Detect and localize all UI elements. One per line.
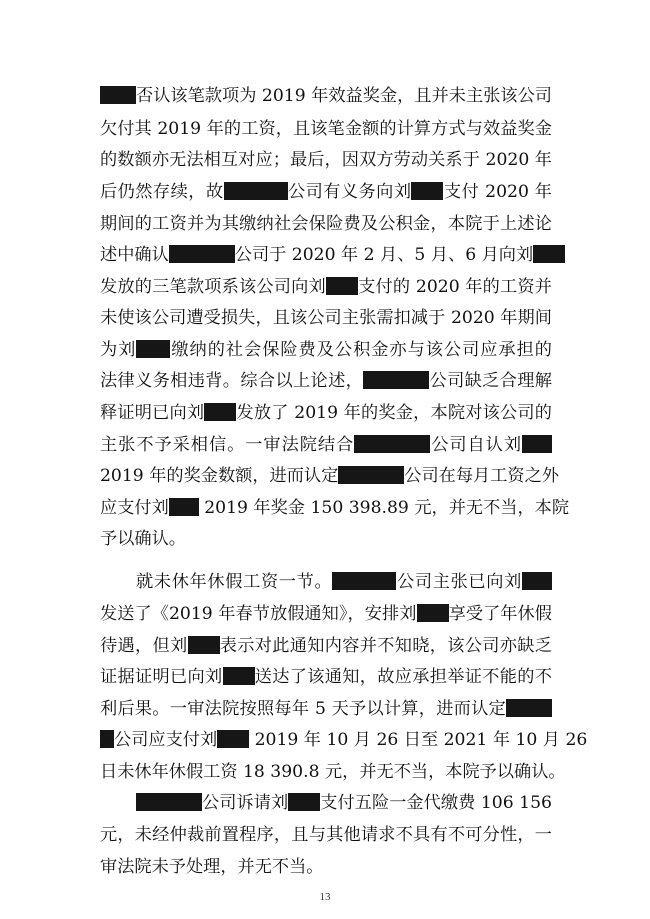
text-segment: 待遇，但刘 — [100, 636, 188, 656]
text-line — [100, 369, 552, 393]
text-line — [100, 275, 552, 299]
text-segment: 缴纳的社会保险费及公积金亦与该公司应承担的 — [170, 340, 552, 360]
redaction-bar — [522, 572, 552, 590]
text-line — [100, 84, 552, 108]
redaction-bar — [100, 730, 114, 748]
text-segment: 享受了年休假 — [448, 604, 552, 624]
redaction-bar — [288, 793, 320, 811]
text-segment: 审法院未予处理，并无不当。 — [100, 857, 324, 877]
text-segment: 公司诉请刘 — [202, 793, 289, 813]
text-segment: 公司主张已向刘 — [396, 572, 522, 592]
text-segment: 元，未经仲裁前置程序，且与其他请求不具有不可分性，一 — [100, 825, 552, 845]
text-segment: 未使该公司遭受损失，且该公司主张需扣减于 2020 年期间 — [100, 308, 552, 328]
text-segment: 的数额亦无法相互对应；最后，因双方劳动关系于 2020 年 — [100, 150, 552, 170]
text-segment: 送达了该通知，故应承担举证不能的不 — [254, 667, 552, 687]
text-segment: 公司有义务向刘 — [287, 182, 412, 202]
text-line — [100, 401, 552, 425]
text-segment: 公司缺乏合理解 — [429, 371, 552, 391]
redaction-bar — [169, 245, 235, 263]
redaction-bar — [169, 498, 199, 516]
text-segment: 发放了 2019 年的奖金，本院对该公司的 — [236, 403, 552, 423]
text-line — [100, 306, 552, 330]
redaction-bar — [136, 340, 170, 358]
text-segment: 公司于 2020 年 2 月、5 月、6 月向刘 — [234, 245, 534, 265]
text-segment: 主张不予采相信。一审法院结合 — [100, 435, 355, 455]
text-segment: 就未休年休假工资一节。 — [136, 572, 333, 592]
text-line — [100, 464, 559, 488]
text-segment: 证据证明已向刘 — [100, 667, 223, 687]
text-line — [100, 634, 552, 658]
text-line — [100, 697, 552, 721]
text-line — [136, 570, 552, 594]
text-line — [100, 148, 552, 172]
redaction-bar — [354, 435, 430, 453]
text-segment: 支付五险一金代缴费 106 156 — [320, 793, 552, 813]
text-line — [100, 117, 552, 141]
text-segment: 后仍然存续，故 — [100, 182, 224, 202]
page-number: 13 — [319, 891, 331, 903]
text-segment: 欠付其 2019 年的工资，且该笔金额的计算方式与效益奖金 — [100, 119, 552, 139]
text-segment: 支付的 2020 年的工资并 — [357, 277, 552, 297]
text-line — [100, 855, 552, 879]
text-line — [100, 338, 552, 362]
text-line — [100, 180, 552, 204]
redaction-bar — [326, 277, 358, 295]
text-line — [100, 823, 552, 847]
redaction-bar — [533, 245, 565, 263]
text-segment: 2019 年 10 月 26 日至 2021 年 10 月 26 — [249, 730, 588, 750]
text-segment: 期间的工资并为其缴纳社会保险费及公积金，本院于上述论 — [100, 214, 552, 234]
text-line — [100, 496, 570, 520]
text-segment: 表示对此通知内容并不知晓，该公司亦缺乏 — [219, 636, 552, 656]
text-line — [100, 728, 588, 752]
text-segment: 予以确认。 — [100, 529, 186, 549]
text-segment: 否认该笔款项为 2019 年效益奖金，且并未主张该公司 — [136, 86, 552, 106]
redaction-bar — [506, 699, 552, 717]
redaction-bar — [217, 730, 249, 748]
text-segment: 2019 年的奖金数额，进而认定 — [100, 466, 339, 486]
redaction-bar — [188, 636, 220, 654]
text-segment: 发放的三笔款项系该公司向刘 — [100, 277, 326, 297]
text-line — [100, 527, 552, 551]
text-segment: 发送了《2019 年春节放假通知》，安排刘 — [100, 604, 417, 624]
text-segment: 日未休年休假工资 18 390.8 元，并无不当，本院予以确认。 — [100, 762, 566, 782]
redaction-bar — [204, 403, 236, 421]
redaction-bar — [100, 86, 136, 104]
text-line — [100, 760, 566, 784]
text-segment: 应支付刘 — [100, 498, 169, 518]
text-segment: 公司应支付刘 — [114, 730, 218, 750]
redaction-bar — [411, 182, 443, 200]
text-segment: 支付 2020 年 — [443, 182, 552, 202]
text-segment: 2019 年奖金 150 398.89 元，并无不当，本院 — [198, 498, 570, 518]
text-line — [136, 791, 552, 815]
text-segment: 利后果。一审法院按照每年 5 天予以计算，进而认定 — [100, 699, 506, 719]
text-segment: 公司在每月工资之外 — [404, 466, 559, 486]
text-segment: 法律义务相违背。综合以上论述， — [100, 371, 364, 391]
text-segment: 释证明已向刘 — [100, 403, 205, 423]
text-segment: 述中确认 — [100, 245, 169, 265]
redaction-bar — [332, 572, 396, 590]
text-line — [100, 212, 552, 236]
text-line — [100, 433, 552, 457]
redaction-bar — [363, 371, 429, 389]
redaction-bar — [417, 604, 449, 622]
text-segment: 公司自认刘 — [430, 435, 522, 455]
text-line — [100, 243, 552, 267]
text-segment: 为刘 — [100, 340, 137, 360]
text-line — [100, 602, 552, 626]
redaction-bar — [338, 466, 404, 484]
redaction-bar — [223, 667, 255, 685]
text-line — [100, 665, 552, 689]
redaction-bar — [136, 793, 202, 811]
redaction-bar — [224, 182, 288, 200]
redaction-bar — [522, 435, 552, 453]
